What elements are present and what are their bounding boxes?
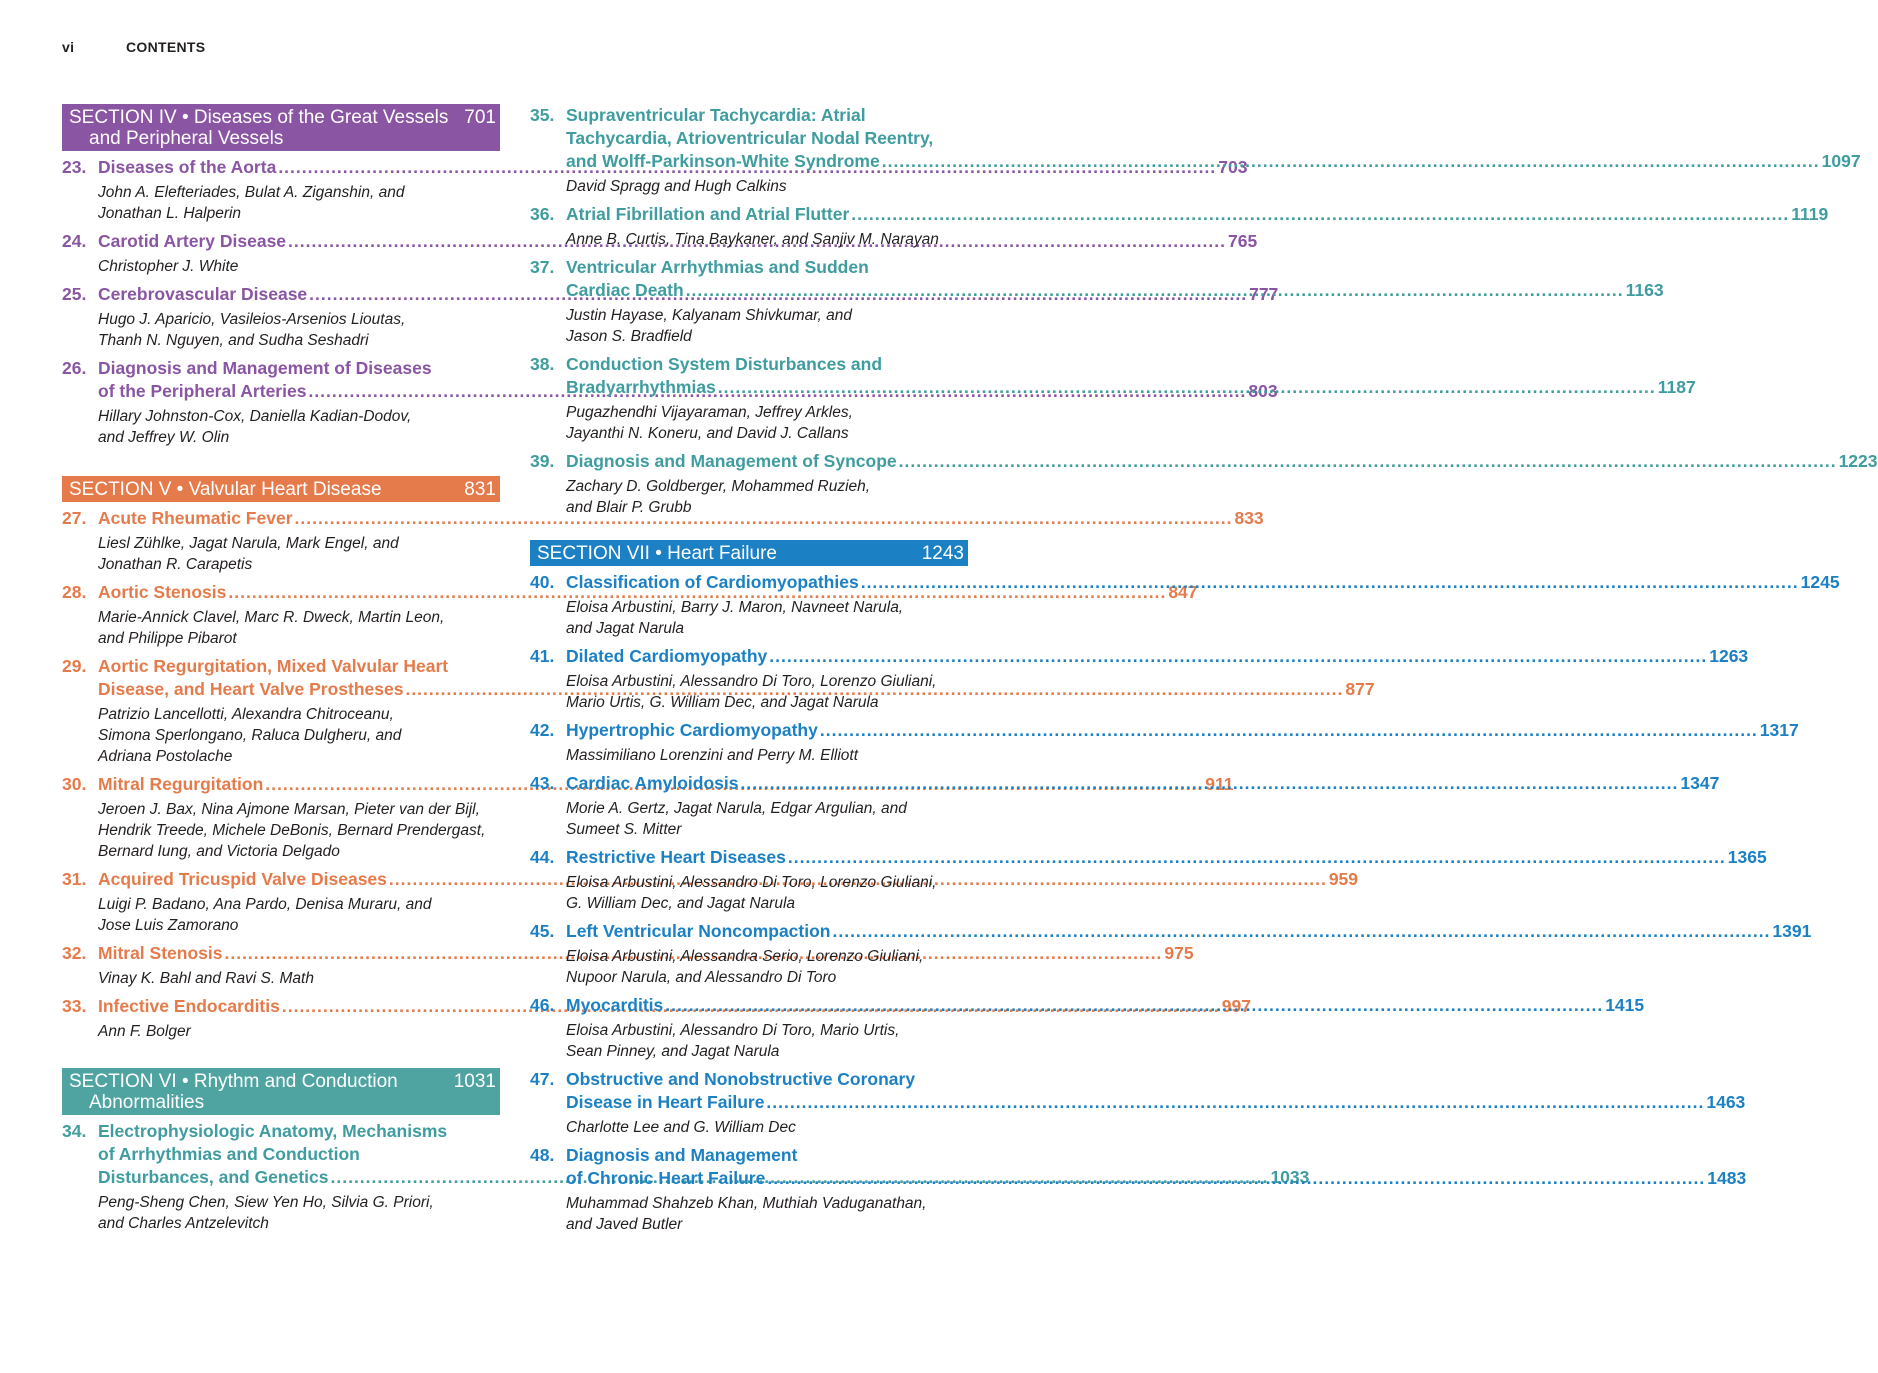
chapter-title-line: of Chronic Heart Failure [566,1168,766,1188]
dot-leader [882,150,1820,173]
chapter-page-number: 959 [1328,869,1359,889]
section-iv-title [69,107,454,149]
chapter-title [566,719,1799,742]
chapter-authors [566,946,968,988]
chapter-number: 48. [530,1145,555,1165]
chapter-number: 30. [62,774,87,794]
chapter-title-line: of the Peripheral Arteries [98,381,307,401]
author-line: Simona Sperlongano, Raluca Dulgheru, and [98,727,402,744]
chapter-number: 46. [530,995,555,1015]
author-line: Ann F. Bolger [98,1023,191,1040]
section-v-page: 831 [464,479,496,500]
chapter-title-line: Acute Rheumatic Fever [98,508,293,528]
chapter-authors [566,1020,968,1062]
chapter-title-line: Myocarditis [566,995,664,1015]
chapter-page-number: 877 [1345,679,1375,699]
author-line: Eloisa Arbustini, Alessandro Di Toro, Lorenzo Giuliani, [566,874,937,891]
chapter-title [566,203,1828,226]
chapter-title-line: Bradyarrhythmias [566,377,716,397]
chapter-authors [566,671,968,713]
author-line: and Philippe Pibarot [98,630,237,647]
chapter-title-link[interactable] [530,203,1829,226]
chapter-number: 45. [530,921,555,941]
author-line: Sumeet S. Mitter [566,821,682,838]
page-folio: vi [62,39,75,55]
section-vi-page: 1031 [453,1071,496,1092]
author-line: Muhammad Shahzeb Khan, Muthiah Vaduganathan, [566,1195,927,1212]
chapter-authors [98,309,500,351]
section-vi-header[interactable] [62,1068,500,1115]
chapter-page-number: 803 [1248,381,1278,401]
chapter-number: 28. [62,582,87,602]
chapter-title [566,645,1748,668]
chapter-title-link[interactable] [530,846,1767,869]
author-line: G. William Dec, and Jagat Narula [566,895,796,912]
chapter-number: 41. [530,646,555,666]
author-line: Eloisa Arbustini, Alessandro Di Toro, Mario Urtis, [566,1022,900,1039]
author-line: Jonathan L. Halperin [98,205,242,222]
chapter-authors [566,1117,968,1138]
chapter-number: 33. [62,996,87,1016]
dot-leader [718,376,1656,399]
chapter-title [566,772,1719,795]
chapter-title [566,104,1861,173]
author-line: Massimiliano Lorenzini and Perry M. Elliott [566,747,859,764]
chapter-number: 40. [530,572,555,592]
chapter-page-number: 1263 [1709,646,1749,666]
chapter-number: 47. [530,1069,555,1089]
chapter-page-number: 911 [1205,774,1234,794]
chapter-title-link[interactable] [530,920,1812,943]
chapter-authors [98,968,500,989]
dot-leader [769,645,1707,668]
chapter-title-line: Restrictive Heart Diseases [566,847,786,867]
chapter-number: 42. [530,720,555,740]
chapter-page-number: 1223 [1838,451,1878,471]
chapter-title-line: Hypertrophic Cardiomyopathy [566,720,818,740]
chapter-page-number: 1187 [1657,377,1696,397]
chapter-title-line: Electrophysiologic Anatomy, Mechanisms [98,1121,448,1141]
author-line: Jonathan R. Carapetis [98,556,253,573]
chapter-title-link[interactable] [530,645,1749,668]
author-line: John A. Elefteriades, Bulat A. Ziganshin, and [98,184,405,201]
chapter-title-line: Tachycardia, Atrioventricular Nodal Reentry, [566,128,934,148]
dot-leader [788,846,1726,869]
author-line: Justin Hayase, Kalyanam Shivkumar, and [566,307,853,324]
author-line: Jose Luis Zamorano [98,917,239,934]
chapter-number: 26. [62,358,87,378]
dot-leader [832,920,1770,943]
chapter-title [566,994,1644,1017]
chapter-title [566,450,1878,473]
chapter-authors [98,704,500,767]
chapter-authors [98,799,500,862]
chapter-title-line: Diagnosis and Management [566,1145,798,1165]
dot-leader [740,772,1678,795]
chapter-title [566,571,1840,594]
chapter-page-number: 765 [1227,231,1258,251]
chapter-number: 31. [62,869,87,889]
author-line: Liesl Zühlke, Jagat Narula, Mark Engel, and [98,535,399,552]
dot-leader [851,203,1789,226]
author-line: Pugazhendhi Vijayaraman, Jeffrey Arkles, [566,404,853,421]
dot-leader [899,450,1837,473]
author-line: Zachary D. Goldberger, Mohammed Ruzieh, [566,478,871,495]
chapter-authors [98,406,500,448]
chapter-number: 27. [62,508,87,528]
section-vii-header[interactable] [530,540,968,566]
chapter-page-number: 847 [1168,582,1198,602]
chapter-title-line: Disturbances, and Genetics [98,1167,329,1187]
chapter-authors [566,597,968,639]
dot-leader [686,279,1624,302]
section-iv-title-line2: and Peripheral Vessels [89,128,284,149]
chapter-authors [98,256,500,277]
author-line: and Jagat Narula [566,620,685,637]
author-line: Nupoor Narula, and Alessandro Di Toro [566,969,837,986]
chapter-title-line: Disease in Heart Failure [566,1092,765,1112]
chapter-title-line: Aortic Regurgitation, Mixed Valvular Heart [98,656,449,676]
chapter-authors [566,872,968,914]
chapter-number: 36. [530,204,555,224]
author-line: Christopher J. White [98,258,239,275]
chapter-title-link[interactable] [530,719,1799,742]
author-line: and Javed Butler [566,1216,683,1233]
author-line: Hendrik Treede, Michele DeBonis, Bernard Prendergast, [98,822,486,839]
chapter-title-line: Diseases of the Aorta [98,157,277,177]
author-line: David Spragg and Hugh Calkins [566,178,787,195]
section-vii-title: SECTION VII • Heart Failure [537,543,777,564]
chapter-authors [566,798,968,840]
chapter-number: 34. [62,1121,87,1141]
chapter-title-line: Mitral Regurgitation [98,774,264,794]
chapter-authors [98,607,500,649]
chapter-number: 23. [62,157,87,177]
chapter-number: 35. [530,105,555,125]
chapter-title-line: Diagnosis and Management of Syncope [566,451,897,471]
chapter-page-number: 1463 [1706,1092,1746,1112]
author-line: Jeroen J. Bax, Nina Ajmone Marsan, Pieter van der Bijl, [98,801,480,818]
chapter-title-line: and Wolff-Parkinson-White Syndrome [566,151,880,171]
chapter-authors [566,476,968,518]
chapter-title-line: Ventricular Arrhythmias and Sudden [566,257,869,277]
dot-leader [767,1167,1705,1190]
chapter-title-line: Obstructive and Nonobstructive Coronary [566,1069,916,1089]
dot-leader [766,1091,1704,1114]
chapter-authors [98,1192,500,1234]
chapter-authors [566,1193,968,1235]
chapter-authors [566,745,968,766]
chapter-number: 38. [530,354,555,374]
author-line: Sean Pinney, and Jagat Narula [566,1043,780,1060]
dot-leader [665,994,1603,1017]
section-vi-title-line2: Abnormalities [89,1092,205,1113]
author-line: Jayanthi N. Koneru, and David J. Callans [566,425,849,442]
chapter-title-line: Aortic Stenosis [98,582,227,602]
section-iv-header[interactable] [62,104,500,151]
author-line: Thanh N. Nguyen, and Sudha Seshadri [98,332,369,349]
dot-leader [861,571,1799,594]
chapter-title-line: Diagnosis and Management of Diseases [98,358,432,378]
author-line: Patrizio Lancellotti, Alexandra Chitroceanu, [98,706,394,723]
chapter-number: 25. [62,284,87,304]
author-line: Vinay K. Bahl and Ravi S. Math [98,970,314,987]
chapter-number: 29. [62,656,87,676]
chapter-page-number: 1317 [1759,720,1799,740]
chapter-authors [98,182,500,224]
chapter-title-line: Disease, and Heart Valve Prostheses [98,679,404,699]
chapter-number: 43. [530,773,555,793]
chapter-page-number: 975 [1164,943,1194,963]
chapter-authors [98,894,500,936]
chapter-title [566,920,1811,943]
chapter-title-link[interactable] [530,450,1878,473]
chapter-title-line: Dilated Cardiomyopathy [566,646,768,666]
chapter-page-number: 1347 [1680,773,1720,793]
chapter-title [566,846,1767,869]
author-line: Morie A. Gertz, Jagat Narula, Edgar Argulian, and [566,800,907,817]
chapter-page-number: 1245 [1800,572,1840,592]
author-line: Eloisa Arbustini, Alessandra Serio, Lorenzo Giuliani, [566,948,924,965]
chapter-title [566,256,1664,302]
chapter-page-number: 1097 [1821,151,1861,171]
chapter-number: 32. [62,943,87,963]
chapter-number: 37. [530,257,555,277]
chapter-page-number: 777 [1249,284,1279,304]
section-iv-title-line1: SECTION IV • Diseases of the Great Vessels [69,107,449,128]
chapter-title-line: Mitral Stenosis [98,943,223,963]
chapter-title-line: Carotid Artery Disease [98,231,287,251]
author-line: Jason S. Bradfield [566,328,692,345]
running-head [62,39,205,55]
chapter-page-number: 997 [1221,996,1251,1016]
section-vi-title [69,1071,444,1113]
chapter-title-line: Atrial Fibrillation and Atrial Flutter [566,204,850,224]
chapter-title [566,1068,1745,1114]
author-line: Luigi P. Badano, Ana Pardo, Denisa Muraru, and [98,896,432,913]
toc-entry [530,719,1799,766]
chapter-title-line: Cardiac Death [566,280,684,300]
author-line: Eloisa Arbustini, Alessandro Di Toro, Lorenzo Giuliani, [566,673,937,690]
chapter-authors [566,305,968,347]
chapter-authors [98,1021,500,1042]
chapter-page-number: 1119 [1791,204,1829,224]
chapter-title-link[interactable] [530,1068,1746,1114]
chapter-title-line: Conduction System Disturbances and [566,354,883,374]
author-line: Hillary Johnston-Cox, Daniella Kadian-Dodov, [98,408,412,425]
author-line: and Blair P. Grubb [566,499,692,516]
chapter-title-line: Acquired Tricuspid Valve Diseases [98,869,387,889]
author-line: and Jeffrey W. Olin [98,429,230,446]
chapter-title [566,1144,1746,1190]
section-vi-title-line1: SECTION VI • Rhythm and Conduction [69,1071,398,1092]
author-line: Mario Urtis, G. William Dec, and Jagat Narula [566,694,879,711]
chapter-number: 24. [62,231,87,251]
chapter-title-line: Cerebrovascular Disease [98,284,308,304]
toc-entry [530,1068,1746,1138]
chapter-number: 44. [530,847,555,867]
author-line: Charlotte Lee and G. William Dec [566,1119,796,1136]
chapter-title-line: Supraventricular Tachycardia: Atrial [566,105,866,125]
author-line: Adriana Postolache [98,748,233,765]
running-head-title: CONTENTS [126,39,206,55]
chapter-page-number: 1365 [1727,847,1767,867]
author-line: Hugo J. Aparicio, Vasileios-Arsenios Lioutas, [98,311,406,328]
author-line: Anne B. Curtis, Tina Baykaner, and Sanjiv M. Narayan [566,231,939,248]
chapter-page-number: 1163 [1625,280,1664,300]
chapter-title-line: of Arrhythmias and Conduction [98,1144,360,1164]
section-v-title: SECTION V • Valvular Heart Disease [69,479,382,500]
chapter-title-line: Left Ventricular Noncompaction [566,921,831,941]
author-line: Marie-Annick Clavel, Marc R. Dweck, Martin Leon, [98,609,445,626]
chapter-title-line: Cardiac Amyloidosis [566,773,739,793]
chapter-authors [566,229,968,250]
section-vii-page: 1243 [921,543,964,564]
author-line: Bernard Iung, and Victoria Delgado [98,843,340,860]
chapter-page-number: 1415 [1605,995,1645,1015]
author-line: Eloisa Arbustini, Barry J. Maron, Navneet Narula, [566,599,904,616]
chapter-authors [98,533,500,575]
section-v-header[interactable] [62,476,500,502]
chapter-page-number: 1483 [1707,1168,1747,1188]
dot-leader [820,719,1758,742]
chapter-authors [566,402,968,444]
chapter-title [566,353,1696,399]
chapter-title-line: Infective Endocarditis [98,996,280,1016]
author-line: Peng-Sheng Chen, Siew Yen Ho, Silvia G. Priori, [98,1194,434,1211]
chapter-number: 39. [530,451,555,471]
chapter-authors [566,176,968,197]
chapter-page-number: 833 [1234,508,1264,528]
chapter-page-number: 1033 [1270,1167,1310,1187]
author-line: and Charles Antzelevitch [98,1215,269,1232]
chapter-title-line: Classification of Cardiomyopathies [566,572,859,592]
chapter-page-number: 1391 [1772,921,1812,941]
section-iv-page: 701 [464,107,496,128]
chapter-page-number: 703 [1218,157,1248,177]
